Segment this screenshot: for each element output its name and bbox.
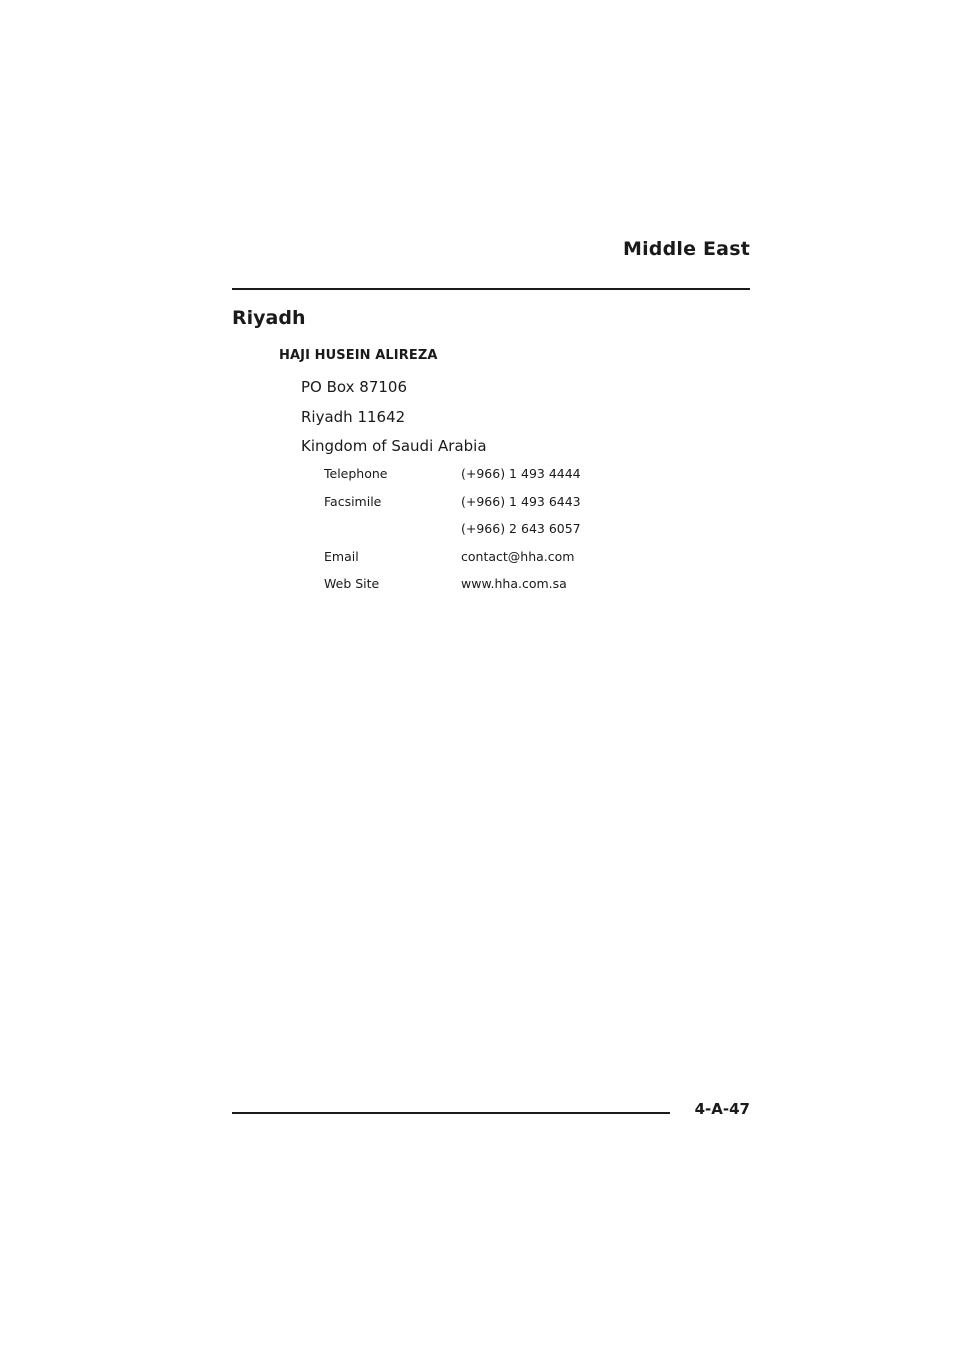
- contact-row-telephone: [324, 464, 581, 492]
- contact-row-web-site: [324, 574, 581, 602]
- contact-label: Web Site: [324, 576, 380, 591]
- contact-row-facsimile: [324, 492, 581, 520]
- contact-row-email: [324, 547, 581, 575]
- organization-name: HAJI HUSEIN ALIREZA: [279, 348, 438, 363]
- footer-rule: [232, 1112, 670, 1114]
- contact-list: [324, 464, 581, 602]
- address-line: PO Box 87106: [301, 378, 407, 396]
- contact-value: contact@hha.com: [461, 548, 575, 564]
- contact-value: (+966) 1 493 6443: [461, 493, 581, 509]
- contact-label: Telephone: [324, 466, 388, 481]
- address-block: [301, 374, 487, 463]
- header-rule: [232, 288, 750, 290]
- address-line: Riyadh 11642: [301, 407, 406, 426]
- address-line: Kingdom of Saudi Arabia: [301, 437, 487, 455]
- contact-label: Facsimile: [324, 493, 382, 509]
- page-number: 4-A-47: [694, 1100, 750, 1118]
- contact-label: Email: [324, 548, 359, 564]
- contact-value: (+966) 1 493 4444: [461, 466, 581, 481]
- city-heading: Riyadh: [232, 307, 306, 329]
- contact-value: www.hha.com.sa: [461, 576, 567, 591]
- contact-row-facsimile-2: [324, 519, 581, 547]
- contact-value: (+966) 2 643 6057: [461, 521, 581, 536]
- section-title: Middle East: [622, 238, 750, 260]
